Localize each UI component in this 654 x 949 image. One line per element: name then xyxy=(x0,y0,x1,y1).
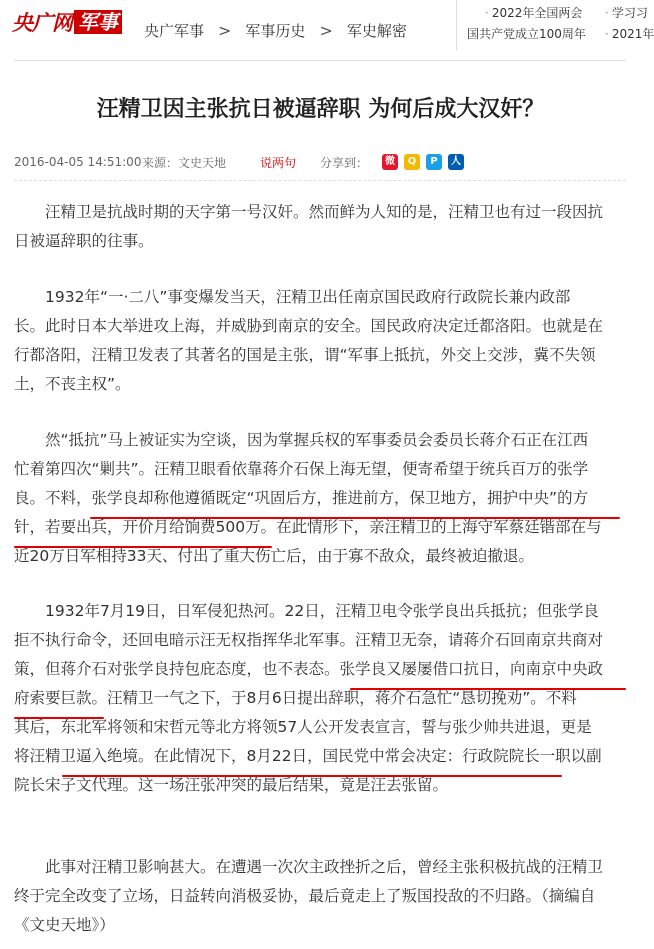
bullet-icon: · xyxy=(485,6,489,20)
logo-text: 央广网 xyxy=(12,11,72,35)
text-line: 此事对汪精卫影响甚大。在遭遇一次次主政挫折之后，曾经主张积极抗战的汪精卫 xyxy=(14,858,604,876)
site-header xyxy=(0,0,654,62)
header-divider xyxy=(14,60,626,61)
breadcrumb-item-military-history[interactable]: 军事历史 xyxy=(245,22,306,40)
article-paragraph xyxy=(14,853,626,940)
article-paragraph xyxy=(14,597,626,800)
text-line: 近20万日军相持33天、付出了重大伤亡后，由于寡不敌众，最终被迫撤退。 xyxy=(14,547,534,565)
publish-date: 2016-04-05 14:51:00 xyxy=(14,155,142,169)
topic-link[interactable]: · 2021年 xyxy=(605,27,654,41)
topic-link[interactable]: · 2022年全国两会 xyxy=(485,6,583,20)
text-line: 1932年7月19日，日军侵犯热河。22日，汪精卫电令张学良出兵抵抗；但张学良 xyxy=(14,602,599,620)
qzone-icon[interactable]: Q xyxy=(404,154,420,170)
text-line: 土，不丧主权”。 xyxy=(14,375,131,393)
share-label: 分享到： xyxy=(320,155,369,170)
weibo-icon[interactable]: 微 xyxy=(382,154,398,170)
bullet-icon: · xyxy=(605,6,609,20)
article-title: 汪精卫因主张抗日被逼辞职 为何后成大汉奸？ xyxy=(96,97,545,122)
article-paragraph xyxy=(14,283,626,399)
text-line: 其后，东北军将领和宋哲元等北方将领57人公开发表宣言，誓与张少帅共进退，更是 xyxy=(14,718,592,736)
red-underline-annotation xyxy=(90,517,620,519)
article-source: 来源：文史天地 xyxy=(142,155,227,170)
text-line: 日被逼辞职的往事。 xyxy=(14,232,154,250)
renren-icon[interactable]: 人 xyxy=(448,154,464,170)
bullet-icon: · xyxy=(605,27,609,41)
text-line: 拒不执行命令，还回电暗示汪无权指挥华北军事。汪精卫无奈，请蒋介石回南京共商对 xyxy=(14,631,604,649)
article-meta xyxy=(14,152,626,172)
text-line: 终于完全改变了立场，日益转向消极妥协，最后竟走上了叛国投敌的不归路。（摘编自 xyxy=(14,887,596,905)
red-underline-annotation xyxy=(62,775,562,777)
text-line: 良。不料，张学良却称他遵循既定“巩固后方，推进前方，保卫地方，拥护中央”的方 xyxy=(14,489,589,507)
text-line: 长。此时日本大举进攻上海，并威胁到南京的安全。国民政府决定迁都洛阳。也就是在 xyxy=(14,317,604,335)
text-line: 行都洛阳，汪精卫发表了其著名的国是主张，谓“军事上抵抗，外交上交涉，冀不失领 xyxy=(14,346,596,364)
text-line: 1932年“一·二八”事变爆发当天，汪精卫出任南京国民政府行政院长兼内政部 xyxy=(14,288,571,306)
topic-link[interactable]: 国共产党成立100周年 xyxy=(467,27,586,41)
red-underline-annotation xyxy=(350,688,626,690)
text-line: 将汪精卫逼入绝境。在此情况下，8月22日，国民党中常会决定：行政院院长一职以副 xyxy=(14,747,602,765)
article-paragraph xyxy=(14,198,626,256)
text-line: 汪精卫是抗战时期的天字第一号汉奸。然而鲜为人知的是，汪精卫也有过一段因抗 xyxy=(14,203,604,221)
text-line: 府索要巨款。汪精卫一气之下，于8月6日提出辞职，蒋介石急忙“恳切挽劝”。不料 xyxy=(14,689,577,707)
topic-links xyxy=(456,0,654,50)
text-line: 院长宋子文代理。这一场汪张冲突的最后结果，竟是汪去张留。 xyxy=(14,776,449,794)
site-logo[interactable] xyxy=(12,10,122,34)
text-line: 《文史天地》） xyxy=(14,916,115,934)
breadcrumb xyxy=(144,20,407,41)
logo-channel-box: 军事 xyxy=(74,10,122,34)
text-line: 忙着第四次“剿共”。汪精卫眼看依靠蒋介石保上海无望，便寄希望于统兵百万的张学 xyxy=(14,460,589,478)
breadcrumb-separator-icon: > xyxy=(218,21,232,40)
breadcrumb-item-military-secrets[interactable]: 军史解密 xyxy=(346,22,407,40)
article-paragraph xyxy=(14,426,626,571)
text-line: 策，但蒋介石对张学良持包庇态度，也不表态。张学良又屡屡借口抗日，向南京中央政 xyxy=(14,660,604,678)
topic-link[interactable]: · 学习习 xyxy=(605,6,648,20)
comment-link[interactable]: 说两句 xyxy=(260,155,297,170)
text-line: 然“抵抗”马上被证实为空谈，因为掌握兵权的军事委员会委员长蒋介石正在江西 xyxy=(14,431,589,449)
text-line: 针，若要出兵，开价月给饷费500万。在此情形下，亲汪精卫的上海守军蔡廷锴部在与 xyxy=(14,518,602,536)
pengyou-icon[interactable]: P xyxy=(426,154,442,170)
red-underline-annotation xyxy=(14,546,272,548)
breadcrumb-item-yangguang-military[interactable]: 央广军事 xyxy=(144,22,205,40)
breadcrumb-separator-icon: > xyxy=(319,21,333,40)
meta-divider xyxy=(14,180,626,181)
red-underline-annotation xyxy=(14,717,104,719)
